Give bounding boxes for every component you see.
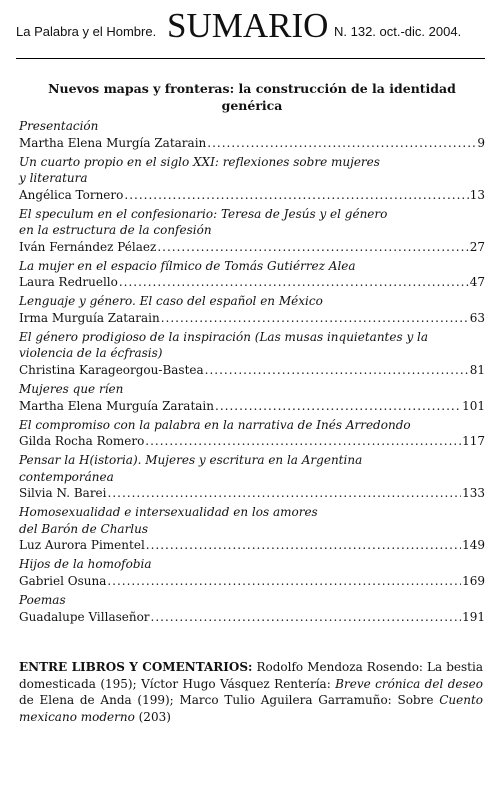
dot-leader	[161, 310, 469, 327]
entry-title: El género prodigioso de la inspiración (Las musas inquietantes y la	[19, 329, 429, 344]
toc-entry	[19, 556, 485, 589]
dot-leader	[207, 135, 476, 152]
entry-title: El speculum en el confesionario: Teresa de Jesús y el género	[19, 206, 388, 221]
dot-leader	[145, 433, 461, 450]
page-header	[0, 0, 494, 58]
section-title: Nuevos mapas y fronteras: la construcción de la identidad genérica	[48, 81, 456, 113]
entry-author: Iván Fernández Pélaez	[19, 239, 157, 254]
review-text: de Elena de Anda (199); Marco Tulio Aguilera Garramuño: Sobre	[19, 693, 440, 707]
entry-page-number: 47	[469, 275, 485, 290]
toc-entry	[19, 381, 485, 414]
journal-name: La Palabra y el Hombre.	[16, 24, 157, 39]
toc-entry	[19, 258, 485, 291]
entry-title: Pensar la H(istoria). Mujeres y escritura en la Argentina	[19, 453, 363, 468]
toc-entry	[19, 206, 485, 256]
entry-title: Presentación	[19, 119, 99, 133]
review-text: Rodolfo Mendoza Rosendo: La bestia domesticada (195);	[19, 660, 483, 691]
entry-title: y literatura	[19, 171, 88, 186]
dot-leader	[151, 609, 462, 626]
entry-author: Angélica Tornero	[19, 187, 124, 202]
dot-leader	[146, 537, 461, 554]
toc-entry	[19, 452, 485, 502]
entry-page-number: 191	[462, 609, 485, 624]
toc-entry	[19, 293, 485, 326]
entry-page-number: 13	[469, 187, 485, 202]
dot-leader	[119, 274, 469, 291]
entry-page-number: 101	[462, 398, 485, 413]
toc-entry	[19, 592, 485, 625]
entry-page-number: 169	[462, 573, 485, 588]
entry-author: Guadalupe Villaseñor	[19, 609, 150, 624]
entry-page-number: 149	[462, 538, 485, 553]
entry-title: contemporánea	[19, 469, 114, 484]
entry-title: Un cuarto propio en el siglo XXI: reflexiones sobre mujeres	[19, 154, 380, 169]
issue-info: N. 132. oct.-dic. 2004.	[334, 24, 462, 39]
entry-title: Poemas	[19, 593, 66, 608]
entry-page-number: 9	[477, 135, 485, 150]
toc-entry	[19, 504, 485, 554]
header-rule	[16, 58, 485, 59]
entry-page-number: 133	[462, 486, 485, 501]
entry-author: Laura Redruello	[19, 275, 118, 290]
entry-title: Hijos de la homofobia	[19, 557, 152, 572]
entry-page-number: 117	[462, 434, 485, 449]
entry-title: La mujer en el espacio fílmico de Tomás Gutiérrez Alea	[19, 258, 356, 273]
entry-author: Martha Elena Murguía Zaratain	[19, 398, 214, 413]
entry-author: Gabriel Osuna	[19, 573, 107, 588]
toc-entry	[19, 417, 485, 450]
entry-page-number: 27	[469, 239, 485, 254]
dot-leader	[205, 362, 469, 379]
entry-title: en la estructura de la confesión	[19, 223, 212, 238]
entry-author: Gilda Rocha Romero	[19, 434, 145, 449]
entry-title: del Barón de Charlus	[19, 521, 149, 536]
toc-entry	[19, 154, 485, 204]
dot-leader	[215, 398, 461, 415]
review-book-title: Cuento mexicano moderno	[19, 693, 483, 724]
dot-leader	[107, 573, 461, 590]
review-text: (203)	[134, 709, 171, 724]
page-title: SUMARIO	[167, 6, 329, 45]
entry-title: Lenguaje y género. El caso del español en México	[19, 294, 323, 309]
dot-leader	[157, 239, 468, 256]
dot-leader	[124, 187, 468, 204]
review-text: Víctor Hugo Vásquez Rentería:	[141, 676, 336, 691]
review-book-title: Breve crónica del deseo	[335, 676, 483, 691]
dot-leader	[108, 485, 462, 502]
reviews-heading: ENTRE LIBROS Y COMENTARIOS:	[19, 660, 253, 674]
entry-author: Christina Karageorgou-Bastea	[19, 362, 204, 377]
entry-title: Mujeres que ríen	[19, 382, 124, 397]
entry-author: Irma Murguía Zatarain	[19, 310, 160, 325]
entry-author: Silvia N. Barei	[19, 486, 107, 501]
reviews-paragraph	[19, 659, 483, 725]
toc-entry	[19, 118, 485, 151]
entry-title: violencia de la écfrasis)	[19, 346, 163, 361]
entry-author: Martha Elena Murgía Zatarain	[19, 135, 207, 150]
entry-title: El compromiso con la palabra en la narrativa de Inés Arredondo	[19, 417, 411, 432]
table-of-contents	[19, 118, 485, 628]
toc-entry	[19, 329, 485, 379]
entry-author: Luz Aurora Pimentel	[19, 538, 145, 553]
entry-page-number: 81	[469, 362, 485, 377]
entry-title: Homosexualidad e intersexualidad en los amores	[19, 505, 318, 520]
entry-page-number: 63	[469, 310, 485, 325]
